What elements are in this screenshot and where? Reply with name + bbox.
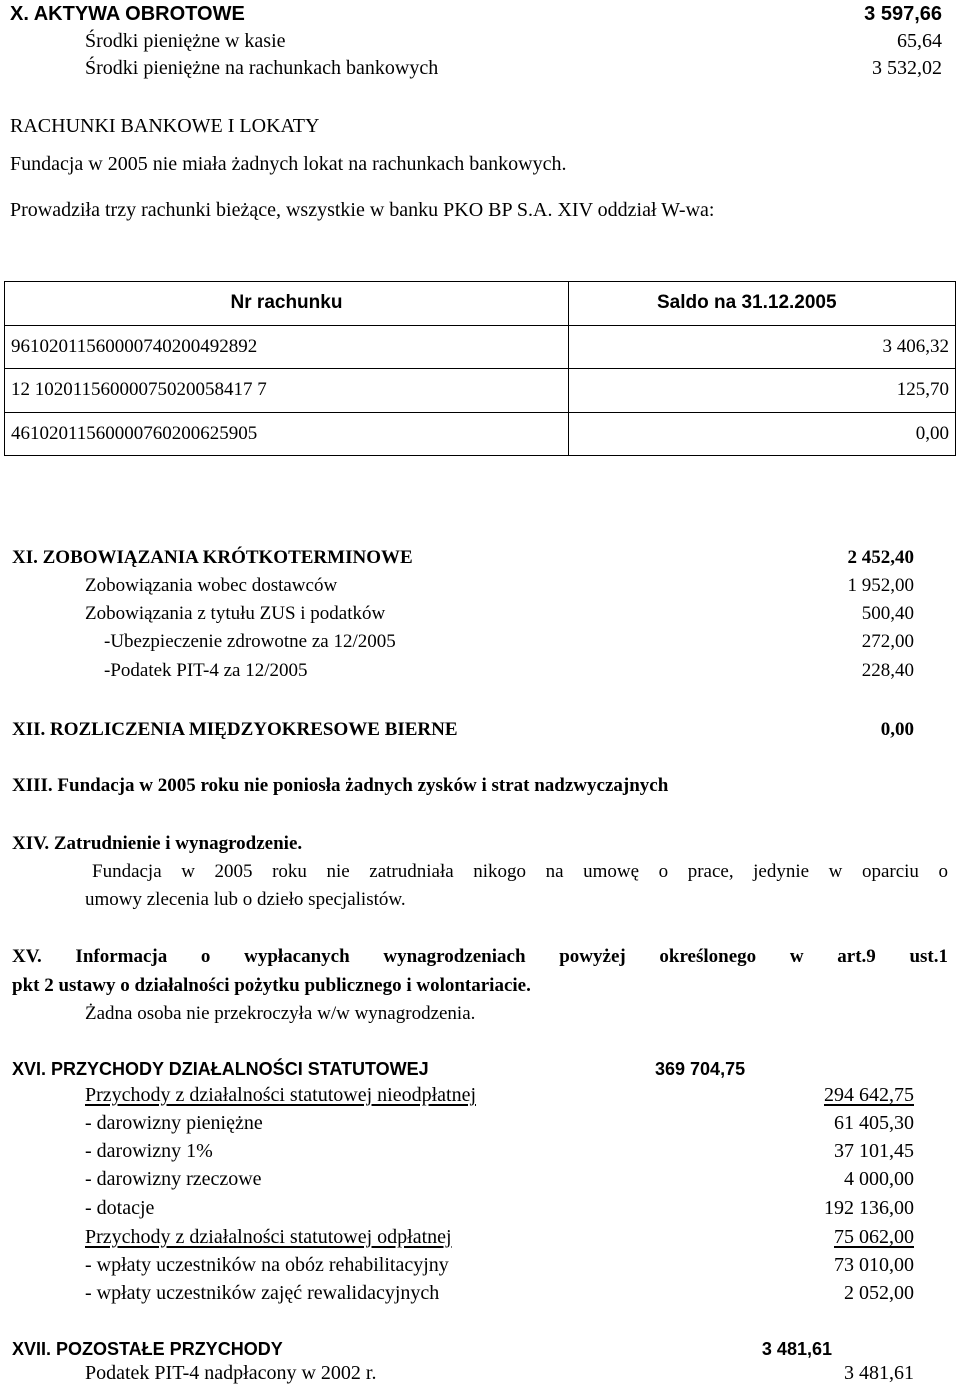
account-balance: 125,70 [569,369,956,413]
section-xvi-row-value: 4 000,00 [844,1168,914,1190]
section-xvi-row-label: - dotacje [85,1197,155,1219]
section-xiv-title: XIV. Zatrudnienie i wynagrodzenie. [12,833,303,854]
section-xvi-row-value: 192 136,00 [824,1197,914,1219]
section-xiv-text-line: umowy zlecenia lub o dzieło specjalistów. [85,889,406,910]
section-xi-row-label: -Podatek PIT-4 za 12/2005 [104,660,308,681]
section-xi-title: XI. ZOBOWIĄZANIA KRÓTKOTERMINOWE [12,547,413,568]
section-xvi-row-label: - wpłaty uczestników zajęć rewalidacyjnych [85,1282,440,1304]
account-balance: 3 406,32 [569,325,956,369]
section-xiv-text-line: Fundacja w 2005 roku nie zatrudniała nikogo na umowę o prace, jedynie w oparciu o [92,861,948,882]
section-x-row-value: 65,64 [897,30,942,52]
bank-accounts-table [4,281,956,456]
section-xi-row-value: 1 952,00 [847,575,914,596]
bank-text-line: Prowadziła trzy rachunki bieżące, wszystkie w banku PKO BP S.A. XIV oddział W-wa: [10,199,715,221]
section-xvi-row-value: 61 405,30 [834,1112,914,1134]
table-row [5,412,956,456]
column-header-account: Nr rachunku [5,282,569,326]
bank-text-line: Fundacja w 2005 nie miała żadnych lokat na rachunkach bankowych. [10,153,567,175]
account-number: 12 10201156000075020058417 7 [5,369,569,413]
table-row [5,325,956,369]
section-xvi-row-value: 294 642,75 [824,1084,914,1106]
table-row [5,369,956,413]
section-xvii-total: 3 481,61 [761,1339,832,1359]
section-xvi-row-label: - darowizny rzeczowe [85,1168,262,1190]
bank-section-title: RACHUNKI BANKOWE I LOKATY [10,115,320,137]
section-xii-total: 0,00 [880,719,914,740]
section-xi-row-label: Zobowiązania z tytułu ZUS i podatków [85,603,386,624]
section-xvi-row-label: Przychody z działalności statutowej odpłatnej [85,1226,452,1248]
section-xvi-row-value: 73 010,00 [834,1254,914,1276]
section-xv-text: Żadna osoba nie przekroczyła w/w wynagrodzenia. [85,1003,476,1024]
section-xii-title: XII. ROZLICZENIA MIĘDZYOKRESOWE BIERNE [12,719,458,740]
section-xvii-title: XVII. POZOSTAŁE PRZYCHODY [12,1339,283,1359]
section-x-row-label: Środki pieniężne w kasie [85,30,286,52]
account-number: 46102011560000760200625905 [5,412,569,456]
column-header-balance: Saldo na 31.12.2005 [569,282,956,326]
table-header-row [5,282,956,326]
section-xi-row-value: 272,00 [861,631,914,652]
section-xi-row-label: Zobowiązania wobec dostawców [85,575,338,596]
section-xvii-row-label: Podatek PIT-4 nadpłacony w 2002 r. [85,1362,377,1384]
section-xi-row-value: 228,40 [861,660,914,681]
section-xvi-row-value: 2 052,00 [844,1282,914,1304]
section-xiii-title: XIII. Fundacja w 2005 roku nie poniosła żadnych zysków i strat nadzwyczajnych [12,775,669,796]
section-xvi-row-label: - darowizny 1% [85,1140,213,1162]
account-number: 96102011560000740200492892 [5,325,569,369]
section-xvii-row-value: 3 481,61 [844,1362,914,1384]
section-xi-row-label: -Ubezpieczenie zdrowotne za 12/2005 [104,631,396,652]
section-xvi-row-label: - wpłaty uczestników na obóz rehabilitacyjny [85,1254,449,1276]
section-xvi-row-value: 75 062,00 [834,1226,914,1248]
section-xvi-row-label: Przychody z działalności statutowej nieodpłatnej [85,1084,476,1106]
section-xvi-total: 369 704,75 [655,1059,746,1079]
section-xv-title-line: XV. Informacja o wypłacanych wynagrodzeniach powyżej określonego w art.9 ust.1 [12,946,948,967]
section-xvi-row-value: 37 101,45 [834,1140,914,1162]
section-x-row-value: 3 532,02 [872,57,942,79]
section-xvi-title: XVI. PRZYCHODY DZIAŁALNOŚCI STATUTOWEJ [12,1059,429,1079]
section-xi-row-value: 500,40 [861,603,914,624]
section-xv-title-line: pkt 2 ustawy o działalności pożytku publicznego i wolontariacie. [12,975,531,996]
section-xi-total: 2 452,40 [847,547,914,568]
section-x-row-label: Środki pieniężne na rachunkach bankowych [85,57,439,79]
account-balance: 0,00 [569,412,956,456]
section-x-total: 3 597,66 [864,3,942,25]
section-xvi-row-label: - darowizny pieniężne [85,1112,263,1134]
section-x-title: X. AKTYWA OBROTOWE [10,3,245,25]
